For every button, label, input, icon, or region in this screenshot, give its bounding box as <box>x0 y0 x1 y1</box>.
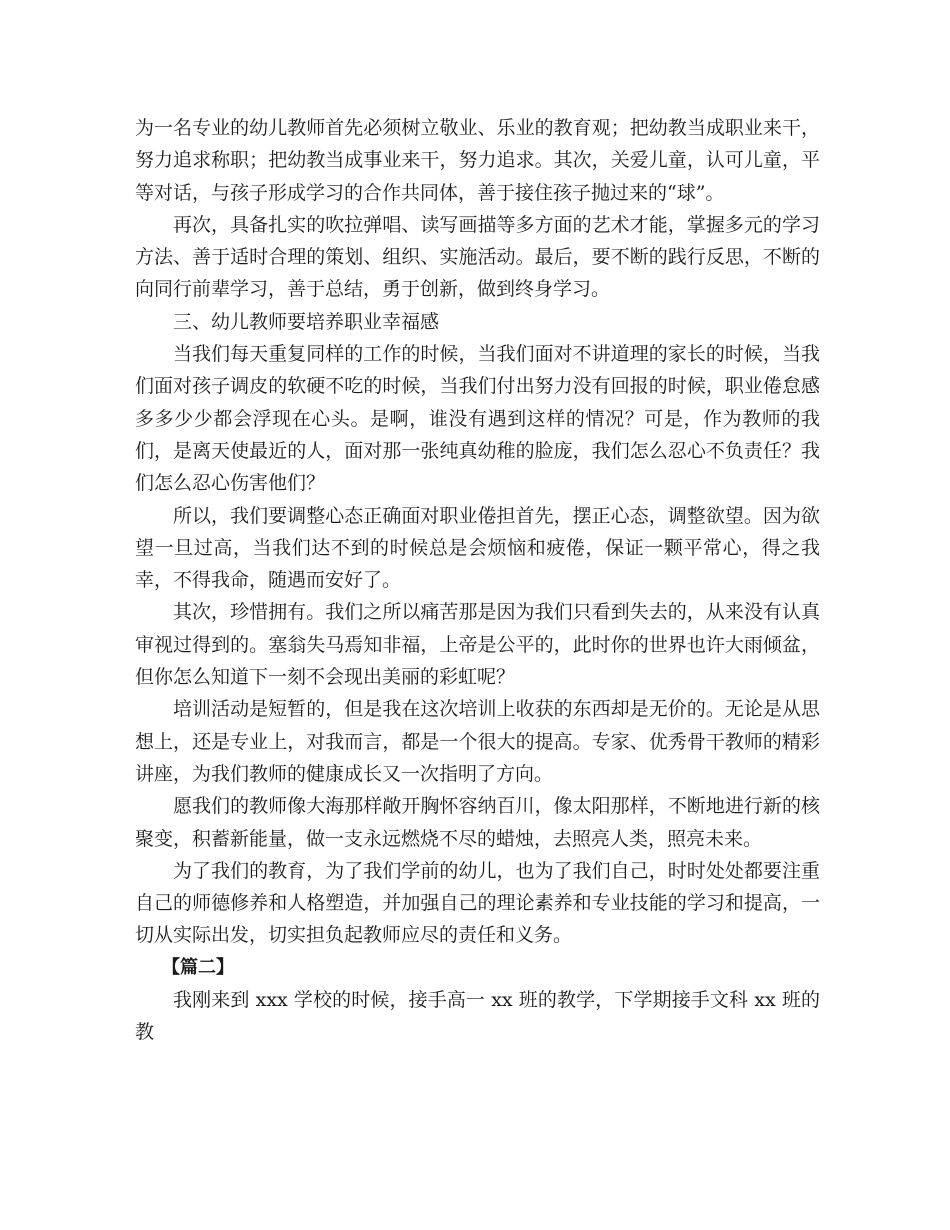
paragraph-continuation: 为一名专业的幼儿教师首先必须树立敬业、乐业的教育观；把幼教当成职业来干，努力追求称职；把幼教当成事业来干，努力追求。其次，关爱儿童，认可儿童，平等对话，与孩子形成学习的合作共同体，善于接住孩子抛过来的“球”。 <box>135 117 820 204</box>
paragraph: 为了我们的教育，为了我们学前的幼儿，也为了我们自己，时时处处都要注重自己的师德修养和人格塑造，并加强自己的理论素养和专业技能的学习和提高，一切从实际出发，切实担负起教师应尽的责任和义务。 <box>135 859 820 947</box>
section-heading: 三、幼儿教师要培养职业幸福感 <box>173 310 440 333</box>
paragraph: 培训活动是短暂的，但是我在这次培训上收获的东西却是无价的。无论是从思想上，还是专业上，对我而言，都是一个很大的提高。专家、优秀骨干教师的精彩讲座，为我们教师的健康成长又一次指明了方向。 <box>135 698 820 785</box>
paragraph: 其次，珍惜拥有。我们之所以痛苦那是因为我们只看到失去的，从来没有认真审视过得到的。塞翁失马焉知非福，上帝是公平的，此时你的世界也许大雨倾盆，但你怎么知道下一刻不会现出美丽的彩虹呢？ <box>135 601 820 689</box>
paragraph: 再次，具备扎实的吹拉弹唱、读写画描等多方面的艺术才能，掌握多元的学习方法、善于适时合理的策划、组织、实施活动。最后，要不断的践行反思，不断的向同行前辈学习，善于总结，勇于创新，做到终身学习。 <box>135 213 820 301</box>
paragraph: 我刚来到 xxx 学校的时候，接手高一 xx 班的教学，下学期接手文科 xx 班的教 <box>135 989 820 1044</box>
paragraph: 当我们每天重复同样的工作的时候，当我们面对不讲道理的家长的时候，当我们面对孩子调皮的软硬不吃的时候，当我们付出努力没有回报的时候，职业倦怠感多多少少都会浮现在心头。是啊，谁没有遇到这样的情况？可是，作为教师的我们，是离天使最近的人，面对那一张纯真幼稚的脸庞，我们怎么忍心不负责任？我们怎么忍心伤害他们？ <box>135 343 820 495</box>
document-body <box>135 112 820 1049</box>
paragraph: 愿我们的教师像大海那样敞开胸怀容纳百川，像太阳那样，不断地进行新的核聚变，积蓄新能量，做一支永远燃烧不尽的蜡烛，去照亮人类，照亮未来。 <box>135 795 820 850</box>
paragraph: 所以，我们要调整心态正确面对职业倦担首先，摆正心态，调整欲望。因为欲望一旦过高，当我们达不到的时候总是会烦恼和疲倦，保证一颗平常心，得之我幸，不得我命，随遇而安好了。 <box>135 504 820 592</box>
part-title: 【篇二】 <box>162 956 234 978</box>
